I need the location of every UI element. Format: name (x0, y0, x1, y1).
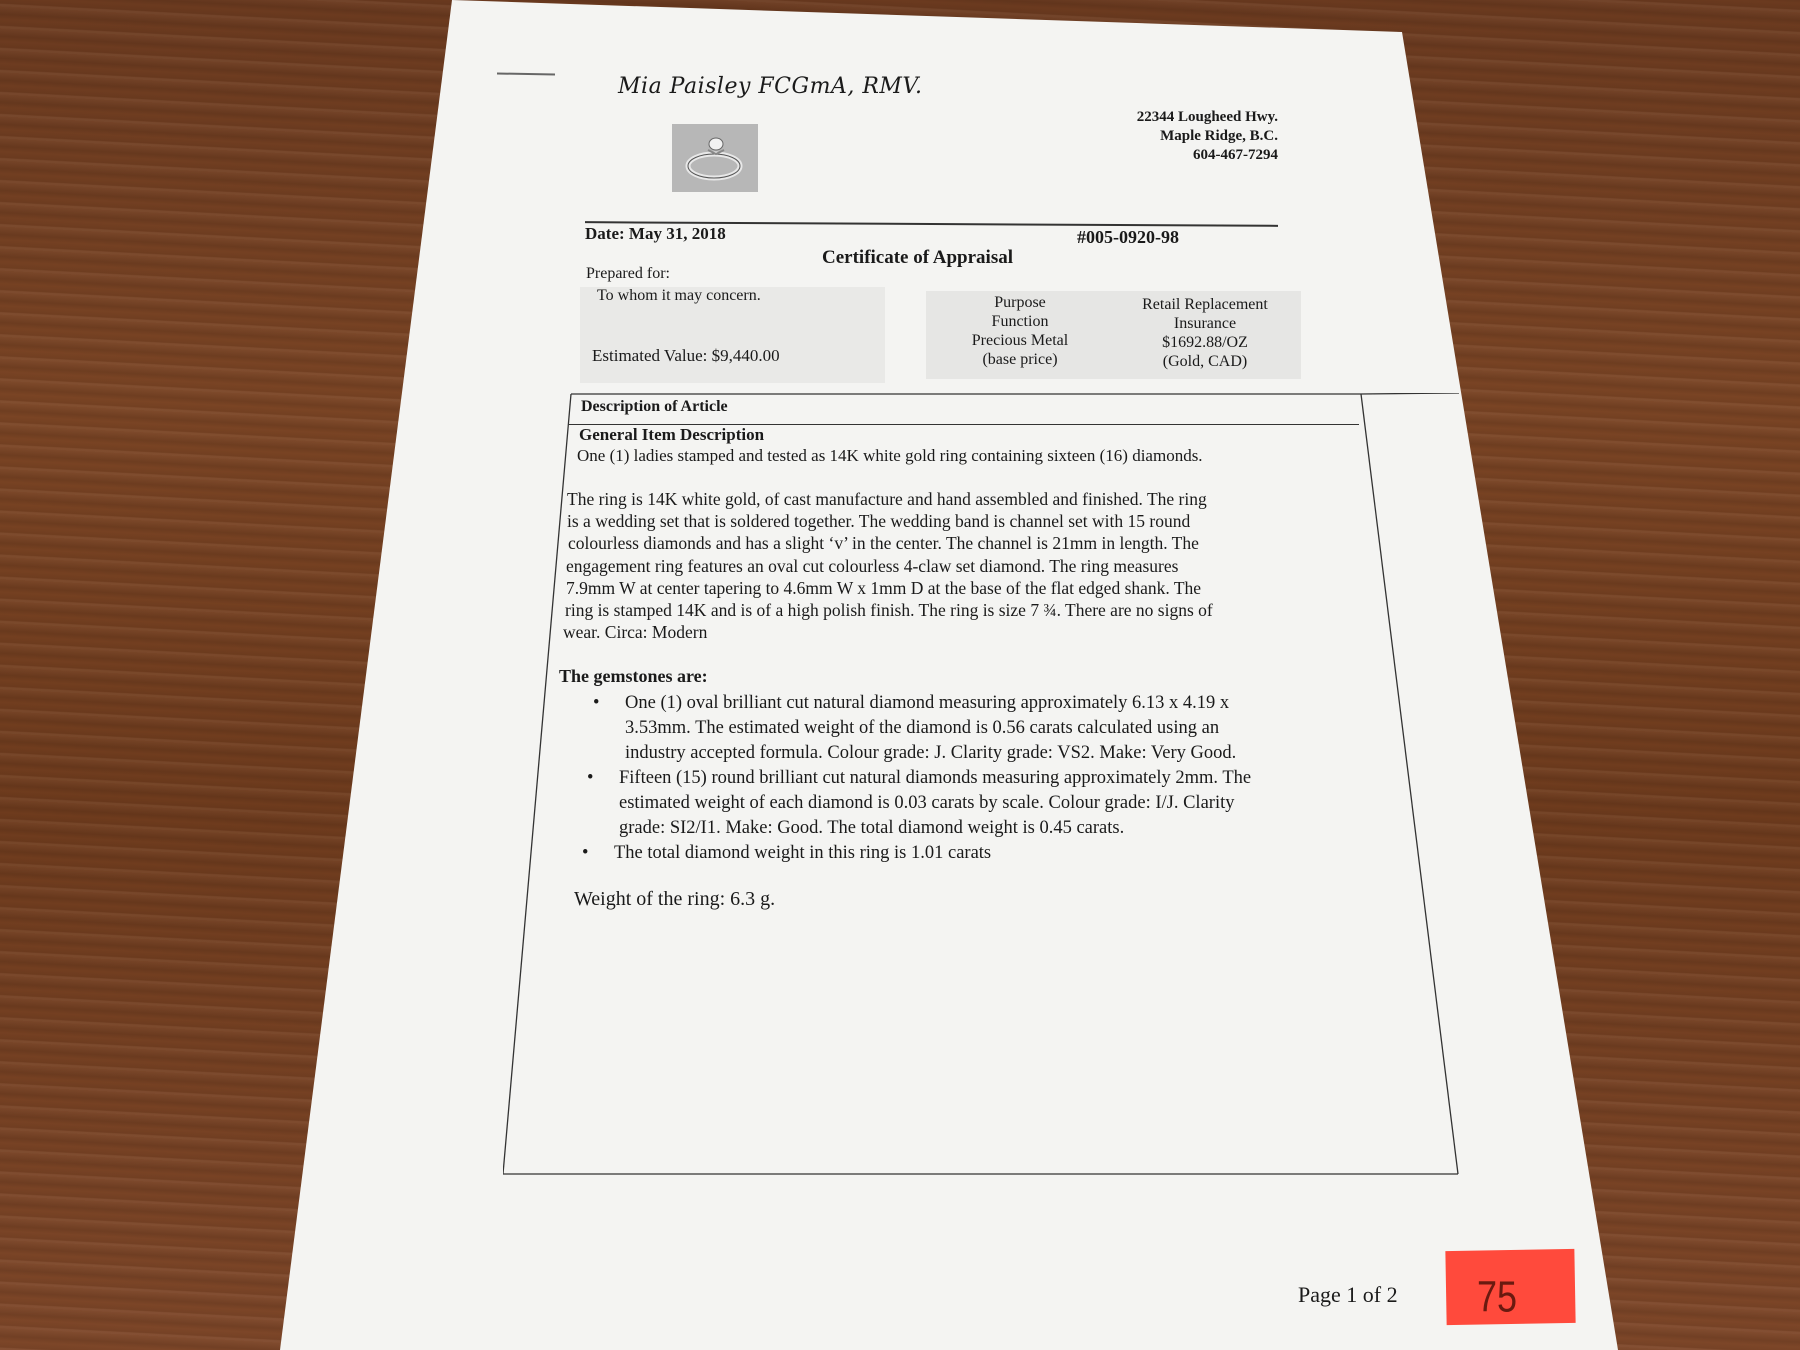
paragraph-line: The ring is 14K white gold, of cast manufacture and hand assembled and finished. The ring (567, 489, 1207, 509)
paragraph-line: ring is stamped 14K and is of a high polish finish. The ring is size 7 ¾. There are no signs of (565, 600, 1213, 621)
gemstones-title: The gemstones are: (559, 666, 708, 686)
price-sticker-label: 75 (1477, 1271, 1518, 1321)
phone-number: 604-467-7294 (1193, 147, 1278, 163)
list-item (583, 691, 1410, 766)
estimated-value: Estimated Value: $9,440.00 (592, 346, 780, 365)
purpose-value: Retail Replacement (1142, 296, 1268, 313)
function-label: Function (991, 313, 1049, 330)
bullet-icon: • (593, 693, 600, 713)
prepared-for-label: Prepared for: (586, 265, 670, 282)
ring-description-paragraph (563, 488, 1375, 643)
general-description-text: One (1) ladies stamped and tested as 14K white gold ring containing sixteen (16) diamonds. (577, 446, 1203, 465)
prepared-for-recipient: To whom it may concern. (597, 287, 761, 304)
appraisal-date: Date: May 31, 2018 (585, 224, 726, 243)
list-item (572, 841, 1410, 866)
list-item-line: grade: SI2/I1. Make: Good. The total diamond weight is 0.45 carats. (619, 818, 1125, 838)
general-description-title: General Item Description (579, 425, 765, 444)
gemstone-list (580, 691, 1410, 866)
bullet-icon: • (582, 843, 589, 863)
paragraph-line: wear. Circa: Modern (563, 622, 708, 643)
list-item-line: estimated weight of each diamond is 0.03 carats by scale. Colour grade: I/J. Clarity (619, 793, 1235, 813)
address-line: Maple Ridge, B.C. (1160, 128, 1278, 144)
paragraph-line: colourless diamonds and has a slight ‘v’ in the center. The channel is 21mm in length. The (568, 533, 1199, 554)
paragraph-line: engagement ring features an oval cut colourless 4-claw set diamond. The ring measures (566, 555, 1179, 576)
base-price-value: (Gold, CAD) (1162, 353, 1248, 370)
list-item-line: 3.53mm. The estimated weight of the diamond is 0.56 carats calculated using an (625, 718, 1220, 738)
document-title: Certificate of Appraisal (822, 247, 1014, 268)
list-item (577, 766, 1410, 841)
page-number: Page 1 of 2 (1298, 1282, 1398, 1307)
purpose-values (1110, 295, 1300, 371)
precious-metal-value: $1692.88/OZ (1162, 334, 1248, 351)
company-name: Mia Paisley FCGmA, RMV. (618, 74, 923, 99)
purpose-labels (950, 293, 1090, 369)
ring-photo-icon (672, 124, 758, 192)
list-item-line: One (1) oval brilliant cut natural diamond measuring approximately 6.13 x 4.19 x (625, 693, 1230, 713)
purpose-label: Purpose (994, 294, 1046, 311)
paragraph-line: is a wedding set that is soldered together. The wedding band is channel set with 15 round (567, 511, 1191, 532)
paragraph-line: 7.9mm W at center tapering to 4.6mm W x 1mm D at the base of the flat edged shank. The (566, 577, 1202, 598)
list-item-line: industry accepted formula. Colour grade: J. Clarity grade: VS2. Make: Very Good. (625, 743, 1237, 763)
bullet-icon: • (587, 768, 594, 788)
list-item-line: Fifteen (15) round brilliant cut natural diamonds measuring approximately 2mm. The (619, 768, 1252, 788)
description-title: Description of Article (581, 398, 728, 415)
certificate-number: #005-0920-98 (1077, 227, 1179, 247)
address-line: 22344 Lougheed Hwy. (1136, 109, 1278, 125)
ring-weight: Weight of the ring: 6.3 g. (574, 888, 776, 910)
precious-metal-label: Precious Metal (971, 332, 1069, 349)
company-address (1060, 108, 1278, 165)
base-price-label: (base price) (982, 351, 1058, 368)
list-item-line: The total diamond weight in this ring is 1.01 carats (614, 843, 992, 863)
function-value: Insurance (1173, 315, 1237, 332)
